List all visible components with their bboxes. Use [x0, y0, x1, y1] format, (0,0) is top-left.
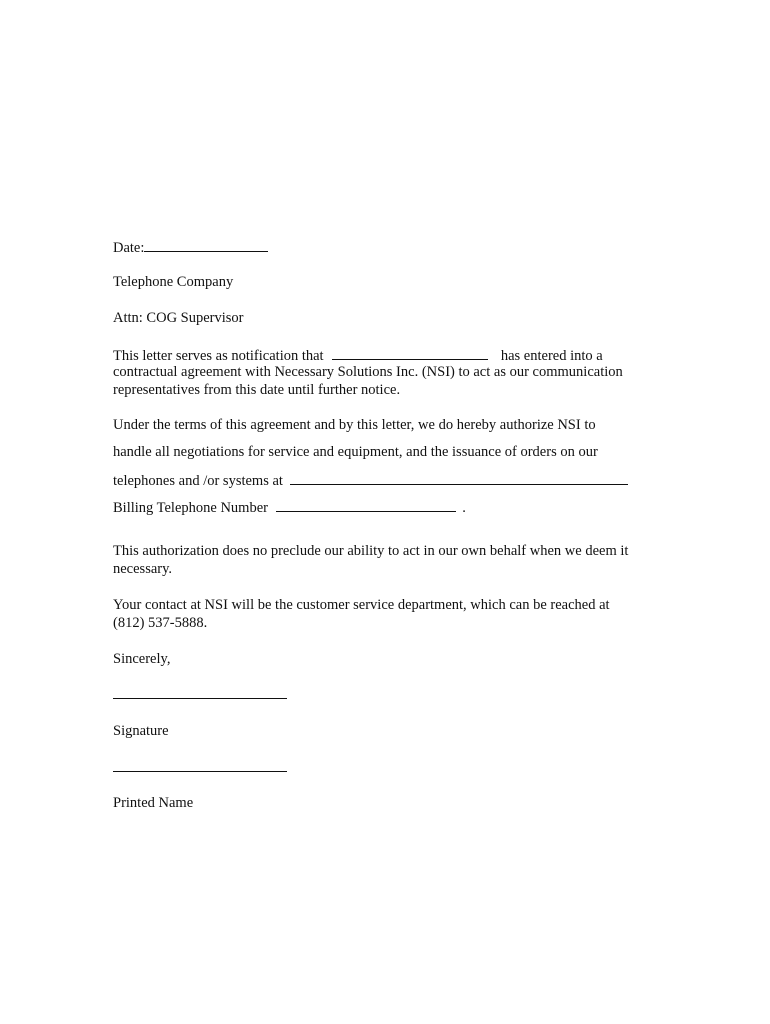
attention-line: Attn: COG Supervisor [113, 310, 244, 326]
printed-name-label: Printed Name [113, 795, 194, 811]
recipient: Telephone Company [113, 274, 234, 290]
billing-label: Billing Telephone Number [113, 500, 268, 516]
billing-line [113, 497, 466, 517]
p1-line1-end: has entered into a [500, 348, 603, 364]
p1-line2: contractual agreement with Necessary Solutions Inc. (NSI) to act as our communication [113, 364, 623, 380]
company-name-blank[interactable] [332, 345, 488, 360]
p1-line3: representatives from this date until further notice. [113, 382, 401, 398]
p2-line3 [113, 470, 628, 490]
billing-number-blank[interactable] [276, 497, 456, 512]
systems-address-blank[interactable] [290, 470, 628, 485]
closing: Sincerely, [113, 651, 171, 667]
p1-line1-start: This letter serves as notification that [113, 348, 324, 364]
signature-blank[interactable] [113, 698, 287, 699]
date-blank[interactable] [144, 237, 268, 252]
date-label: Date: [113, 240, 145, 256]
billing-period: . [462, 500, 466, 516]
p3-line2: necessary. [113, 561, 173, 577]
signature-label: Signature [113, 723, 169, 739]
printed-name-blank[interactable] [113, 771, 287, 772]
p4-line1: Your contact at NSI will be the customer service department, which can be reached at [113, 597, 610, 613]
p2-line2: handle all negotiations for service and equipment, and the issuance of orders on our [113, 444, 598, 460]
p3-line1: This authorization does no preclude our ability to act in our own behalf when we deem it [113, 543, 629, 559]
date-line [113, 237, 268, 257]
p2-line1: Under the terms of this agreement and by this letter, we do hereby authorize NSI to [113, 417, 596, 433]
systems-label: telephones and /or systems at [113, 473, 283, 489]
p4-line2: (812) 537-5888. [113, 615, 208, 631]
p1-line1 [113, 345, 603, 365]
